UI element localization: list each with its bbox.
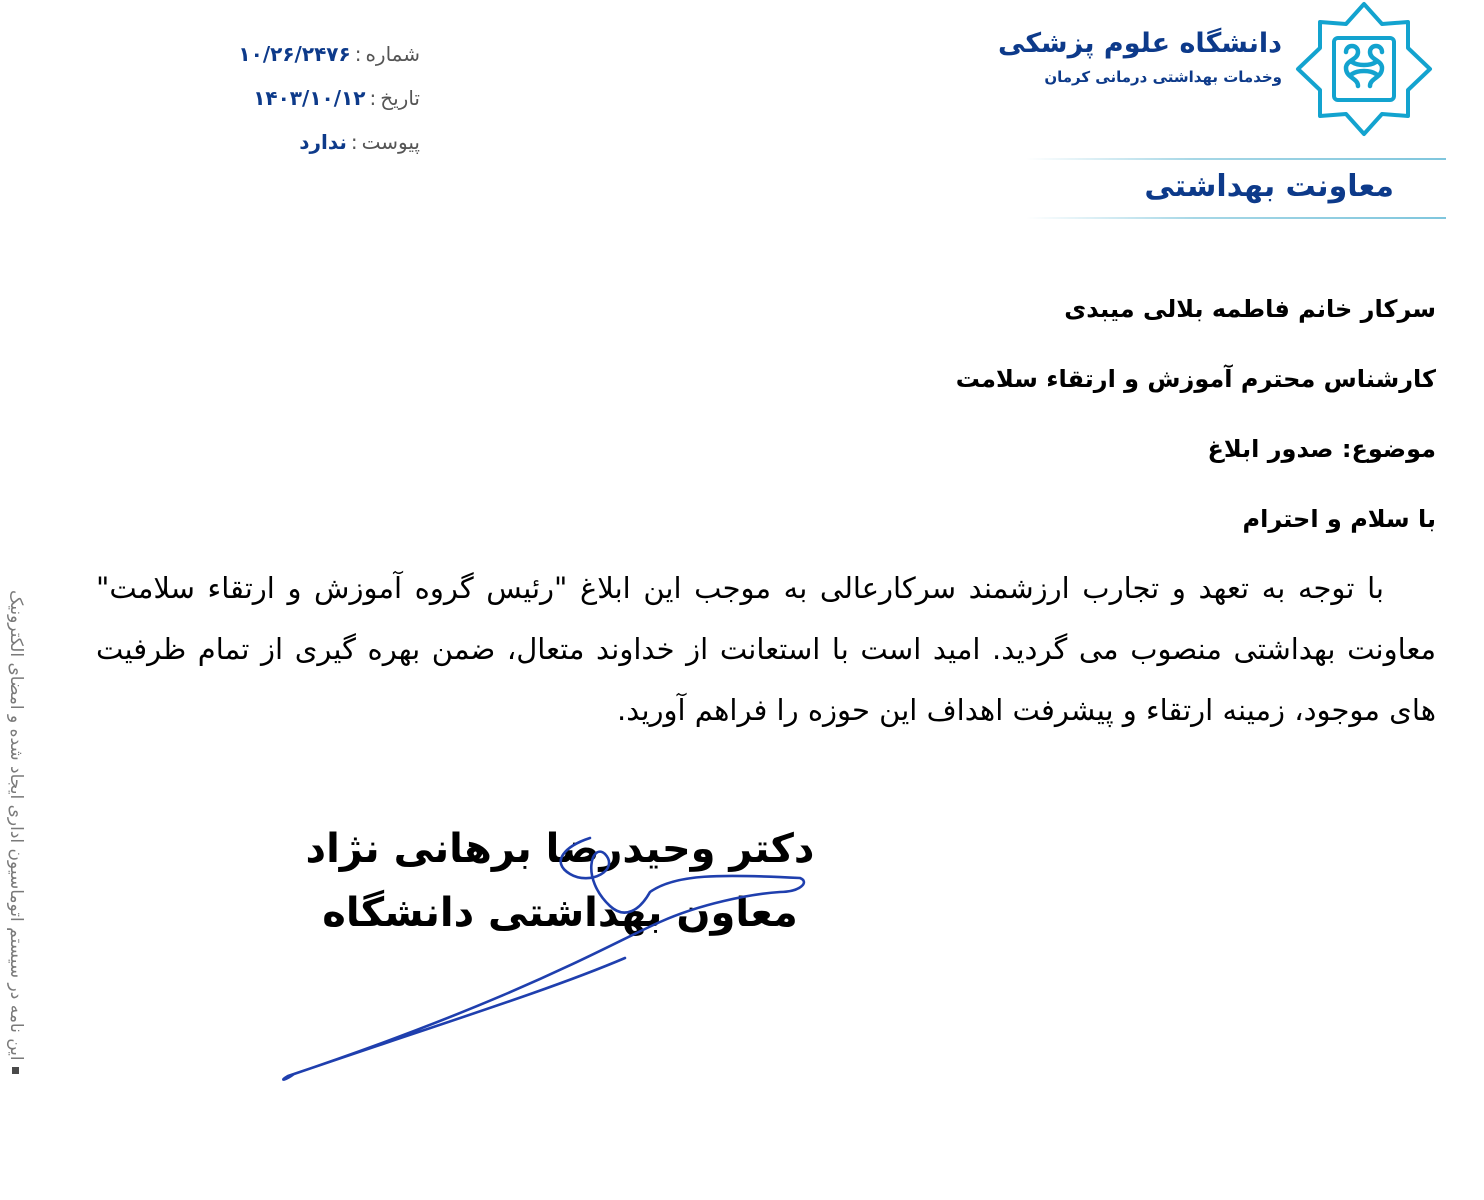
department-divider-top bbox=[1026, 158, 1446, 160]
letter-date-label: تاریخ bbox=[380, 86, 420, 110]
letter-content bbox=[96, 284, 1436, 741]
letter-metadata bbox=[160, 32, 420, 164]
automation-side-note bbox=[0, 590, 40, 1200]
university-name: دانشگاه علوم پزشکی bbox=[998, 28, 1282, 59]
letter-date-row bbox=[160, 76, 420, 120]
side-note-text: این نامه در سیستم اتوماسیون اداری ایجاد شده و امضای الکترونیک bbox=[6, 590, 26, 1061]
letter-greeting: با سلام و احترام bbox=[1242, 505, 1436, 533]
letter-number-value: ۱۰/۲۶/۲۴۷۶ bbox=[238, 42, 351, 66]
separator: : bbox=[350, 130, 358, 154]
recipient-name: سرکار خانم فاطمه بلالی میبدی bbox=[1064, 295, 1436, 323]
separator: : bbox=[369, 86, 377, 110]
letter-number-label: شماره bbox=[365, 42, 420, 66]
side-note-bullet-icon bbox=[13, 1067, 20, 1074]
side-note-text-wrapper bbox=[4, 590, 28, 1074]
department-divider-bottom bbox=[1026, 217, 1446, 219]
letterhead-logo bbox=[998, 0, 1444, 140]
letter-number-row bbox=[160, 32, 420, 76]
signer-name: دکتر وحیدرضا برهانی نژاد bbox=[305, 826, 815, 872]
university-subtitle: وخدمات بهداشتی درمانی کرمان bbox=[1044, 68, 1282, 86]
university-name-block bbox=[998, 26, 1282, 92]
letter-attachment-row bbox=[160, 120, 420, 164]
separator: : bbox=[354, 42, 362, 66]
letter-date-value: ۱۴۰۳/۱۰/۱۲ bbox=[253, 86, 366, 110]
department-title: معاونت بهداشتی bbox=[1144, 169, 1394, 204]
university-emblem-icon bbox=[1294, 0, 1434, 138]
recipient-title: کارشناس محترم آموزش و ارتقاء سلامت bbox=[955, 365, 1436, 393]
signature-block bbox=[300, 818, 840, 1098]
letter-subject: موضوع: صدور ابلاغ bbox=[1207, 435, 1436, 463]
letter-attachment-label: پیوست bbox=[361, 130, 420, 154]
signer-title: معاون بهداشتی دانشگاه bbox=[322, 890, 798, 936]
handwritten-signature-icon bbox=[280, 818, 840, 1098]
letter-attachment-value: ندارد bbox=[299, 130, 347, 154]
letter-body: با توجه به تعهد و تجارب ارزشمند سرکارعالی به موجب این ابلاغ "رئیس گروه آموزش و ارتقاء سلامت" معاونت بهداشتی منصوب می گردید. امید است با استعانت از خداوند متعال، ضمن بهره گیری از تمام ظرفیت های موجود، زمینه ارتقاء و پیشرفت اهداف این حوزه را فراهم آورید. bbox=[96, 571, 1436, 727]
